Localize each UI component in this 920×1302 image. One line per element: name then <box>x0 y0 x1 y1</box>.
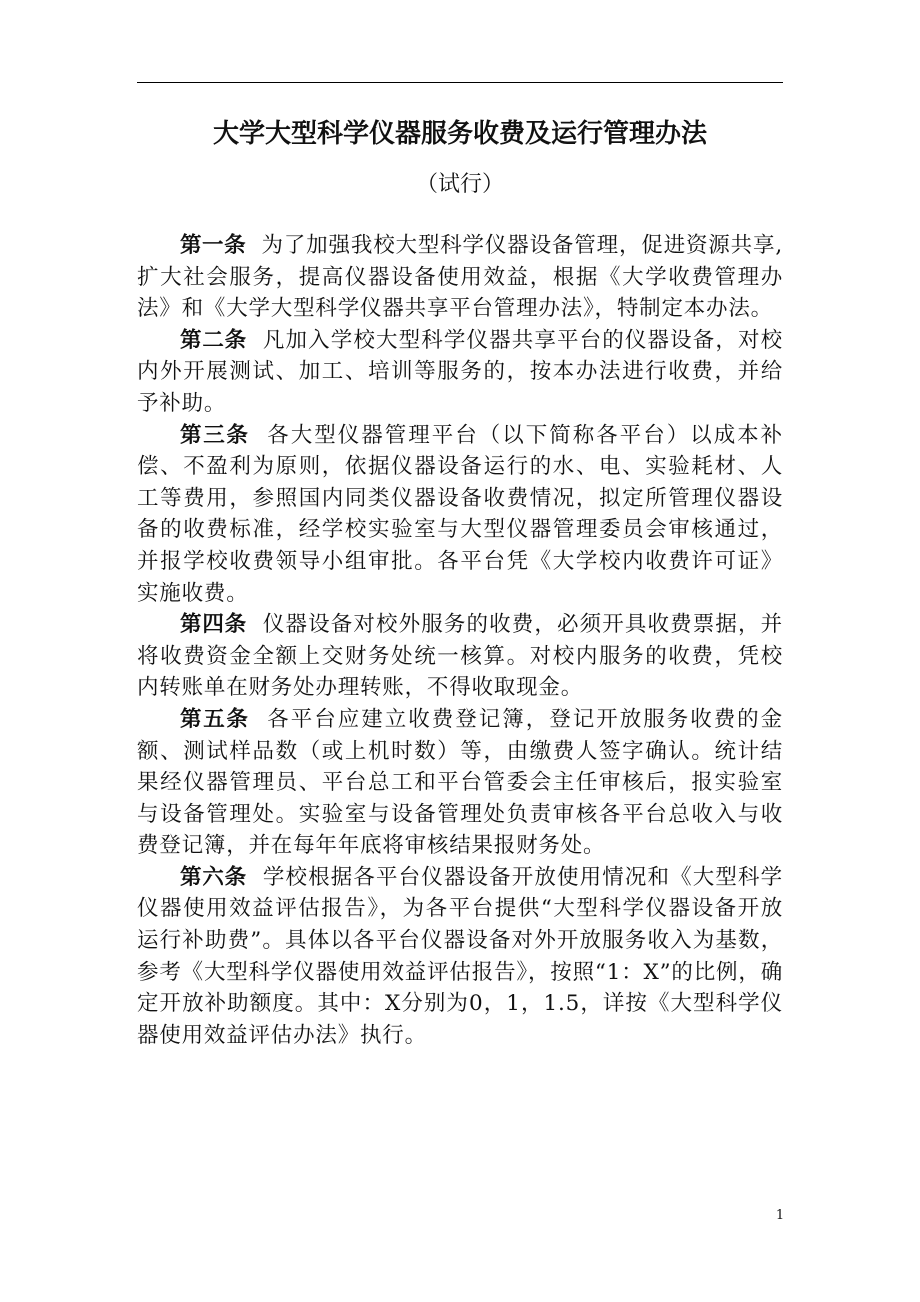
article-text: 学校根据各平台仪器设备开放使用情况和《大型科学仪器使用效益评估报告》，为各平台提供“大型科学仪器设备开放运行补助费”。具体以各平台仪器设备对外开放服务收入为基数，参考《大型科学仪器使用效益评估报告》，按照“1：X”的比例，确定开放补助额度。其中：X分别为0，1，1.5，详按《大型科学仪器使用效益评估办法》执行。 <box>137 864 783 1048</box>
article-label: 第二条 <box>180 327 247 353</box>
article-text: 为了加强我校大型科学仪器设备管理，促进资源共享,扩大社会服务，提高仪器设备使用效益，根据《大学收费管理办法》和《大学大型科学仪器共享平台管理办法》，特制定本办法。 <box>137 233 783 322</box>
article-6 <box>137 862 783 1052</box>
article-4 <box>137 609 783 704</box>
document-subtitle: （试行） <box>415 172 504 197</box>
page-number: 1 <box>775 1208 785 1223</box>
article-text: 仪器设备对校外服务的收费，必须开具收费票据，并将收费资金全额上交财务处统一核算。对校内服务的收费，凭校内转账单在财务处办理转账，不得收取现金。 <box>137 612 783 701</box>
article-label: 第四条 <box>180 612 247 638</box>
article-2 <box>137 325 783 420</box>
article-3 <box>137 420 783 610</box>
header-rule <box>137 82 783 83</box>
article-list <box>137 230 783 1051</box>
document-title: 大学大型科学仪器服务收费及运行管理办法 <box>212 119 707 149</box>
article-label: 第三条 <box>180 422 250 448</box>
article-text: 各平台应建立收费登记簿，登记开放服务收费的金额、测试样品数（或上机时数）等，由缴费人签字确认。统计结果经仪器管理员、平台总工和平台管委会主任审核后，报实验室与设备管理处。实验室与设备管理处负责审核各平台总收入与收费登记簿，并在每年年底将审核结果报财务处。 <box>137 706 783 859</box>
article-5 <box>137 704 783 862</box>
article-1 <box>137 230 783 325</box>
article-text: 凡加入学校大型科学仪器共享平台的仪器设备，对校内外开展测试、加工、培训等服务的，按本办法进行收费，并给予补助。 <box>137 327 783 416</box>
article-label: 第一条 <box>180 233 247 258</box>
article-text: 各大型仪器管理平台（以下简称各平台）以成本补偿、不盈利为原则，依据仪器设备运行的水、电、实验耗材、人工等费用，参照国内同类仪器设备收费情况，拟定所管理仪器设备的收费标准，经学校实验室与大型仪器管理委员会审核通过，并报学校收费领导小组审批。各平台凭《大学校内收费许可证》实施收费。 <box>137 422 783 606</box>
article-label: 第五条 <box>180 706 250 732</box>
article-label: 第六条 <box>180 864 247 890</box>
